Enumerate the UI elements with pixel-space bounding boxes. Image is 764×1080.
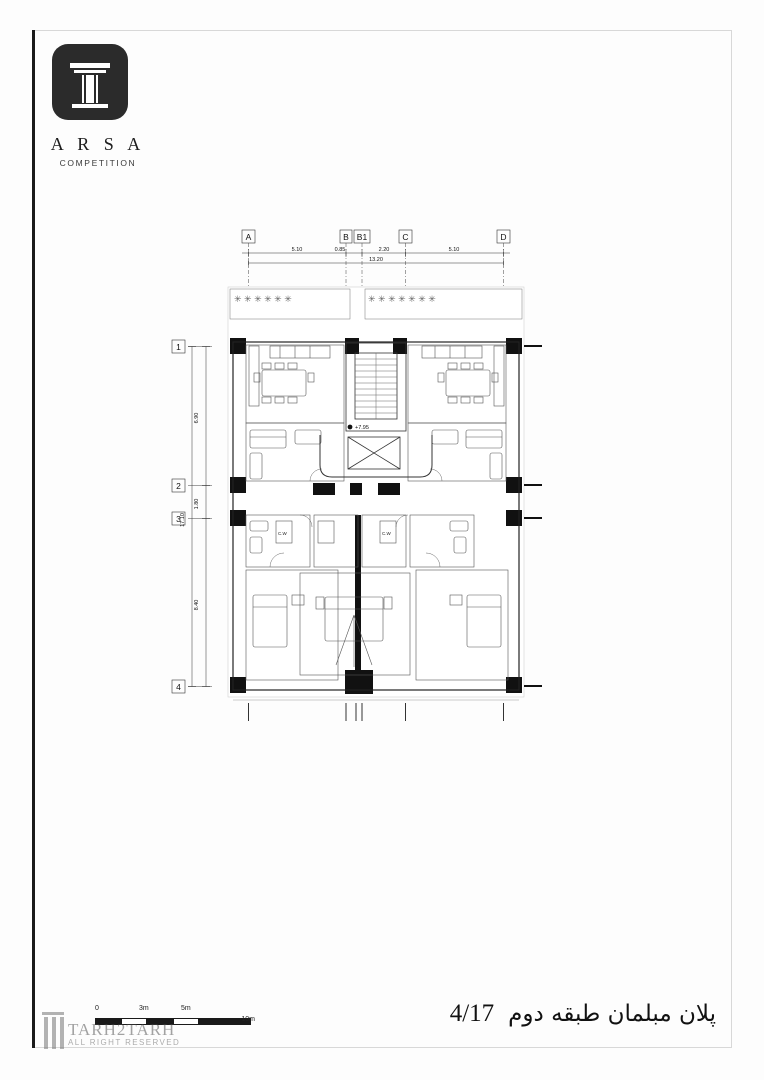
level-label: +7.95 <box>355 425 369 431</box>
dim-left-8-40: 8.40 <box>194 599 200 611</box>
grid-label-2: 2 <box>176 481 181 491</box>
dim-left-total: 17.10 <box>180 513 186 527</box>
grid-label-d: D <box>500 232 507 242</box>
annotation-cw-right: C.W <box>382 531 391 536</box>
grid-label-4: 4 <box>176 682 181 692</box>
logo-name: A R S A <box>50 134 146 154</box>
svg-text:✳ ✳ ✳ ✳ ✳ ✳ ✳: ✳ ✳ ✳ ✳ ✳ ✳ ✳ <box>368 294 436 304</box>
watermark-line1: TARH2TARH <box>68 1020 176 1039</box>
logo-block <box>43 44 153 169</box>
dim-left-6-90: 6.90 <box>194 412 200 424</box>
watermark-line2: ALL RIGHT RESERVED <box>68 1038 181 1047</box>
annotation-cw-left: C.W <box>278 531 287 536</box>
dim-top-total: 13.20 <box>369 257 383 263</box>
scale-tick-0: 0 <box>95 1005 99 1012</box>
grid-label-1: 1 <box>176 342 181 352</box>
logo-subtitle: COMPETITION <box>59 158 137 168</box>
column-capital-icon <box>52 44 128 120</box>
page-title: پلان مبلمان طبقه دوم <box>508 1001 716 1027</box>
dim-left-1-80: 1.80 <box>194 498 200 510</box>
floor-plan-drawing <box>150 215 570 745</box>
watermark <box>38 1004 238 1056</box>
grid-label-3: 3 <box>176 514 181 524</box>
scale-end-label: 10m <box>241 1016 255 1023</box>
column-watermark-icon <box>40 1012 66 1052</box>
scale-tick-3m: 3m <box>139 1005 149 1012</box>
dim-top-0-85: 0.85 <box>334 247 346 253</box>
scale-tick-5m: 5m <box>181 1005 191 1012</box>
dim-top-2-20: 2.20 <box>378 247 390 253</box>
dim-top-5-10-right: 5.10 <box>448 247 460 253</box>
dim-top-5-10-left: 5.10 <box>291 247 303 253</box>
grid-label-b: B <box>343 232 349 242</box>
svg-text:✳ ✳ ✳ ✳ ✳ ✳: ✳ ✳ ✳ ✳ ✳ ✳ <box>234 294 292 304</box>
page-number: 4/17 <box>449 1000 495 1027</box>
grid-label-a: A <box>245 232 252 242</box>
sheet-title-row <box>450 1000 716 1028</box>
grid-label-b1: B1 <box>356 232 368 242</box>
sheet-left-bar <box>32 30 35 1048</box>
grid-label-c: C <box>402 232 409 242</box>
